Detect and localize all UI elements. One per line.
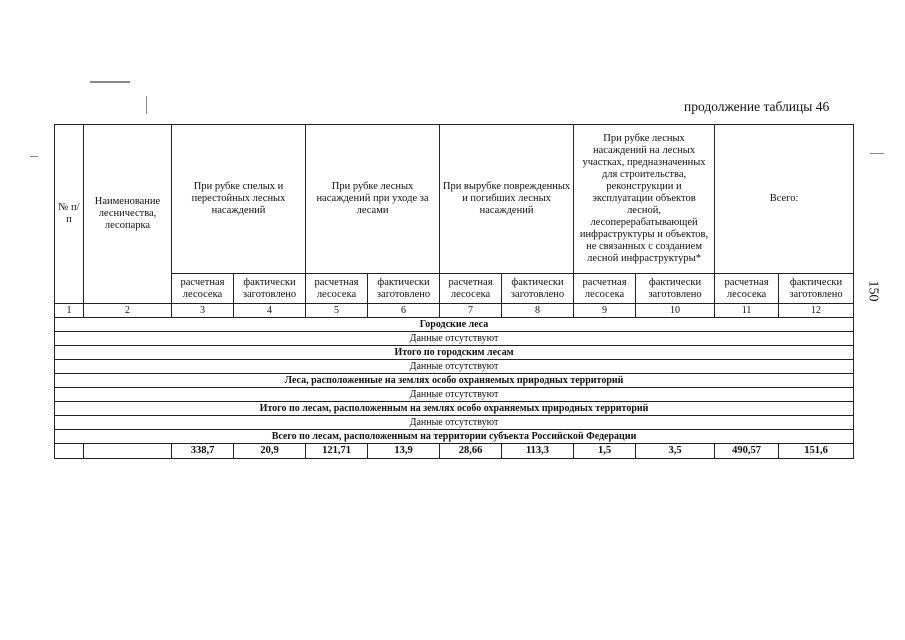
section-row	[55, 416, 854, 430]
total-cell: 113,3	[502, 444, 574, 459]
section-title: Всего по лесам, расположенным на территории субъекта Российской Федерации	[55, 430, 854, 444]
total-cell: 490,57	[715, 444, 779, 459]
subheader-cell: расчетная лесосека	[715, 274, 779, 304]
scan-mark	[30, 156, 38, 157]
subheader-cell: фактически заготовлено	[779, 274, 854, 304]
column-number-row	[55, 304, 854, 318]
section-row	[55, 402, 854, 416]
column-number: 8	[502, 304, 574, 318]
section-title: Итого по городским лесам	[55, 346, 854, 360]
section-row	[55, 346, 854, 360]
column-number: 9	[574, 304, 636, 318]
scan-mark	[90, 81, 130, 83]
section-row	[55, 430, 854, 444]
section-title: Леса, расположенные на землях особо охраняемых природных территорий	[55, 374, 854, 388]
column-number: 11	[715, 304, 779, 318]
table-caption: продолжение таблицы 46	[684, 99, 830, 114]
group-header: При рубке лесных насаждений при уходе за лесами	[306, 125, 440, 274]
total-cell	[84, 444, 172, 459]
section-row	[55, 374, 854, 388]
total-cell: 3,5	[636, 444, 715, 459]
column-number: 5	[306, 304, 368, 318]
section-title: Городские леса	[55, 318, 854, 332]
subheader-cell: фактически заготовлено	[368, 274, 440, 304]
no-data-note: Данные отсутствуют	[55, 388, 854, 402]
column-number: 4	[234, 304, 306, 318]
column-number: 1	[55, 304, 84, 318]
column-number: 6	[368, 304, 440, 318]
subheader-cell: расчетная лесосека	[574, 274, 636, 304]
column-number: 12	[779, 304, 854, 318]
total-cell	[55, 444, 84, 459]
group-header: Всего:	[715, 125, 854, 274]
subheader-cell: фактически заготовлено	[502, 274, 574, 304]
subheader-cell: расчетная лесосека	[172, 274, 234, 304]
group-header: При рубке лесных насаждений на лесных участках, предназначенных для строительства, реконструкции и эксплуатации объектов лесной, лесоперерабатывающей инфраструктуры и объектов, не связанных с созданием лесной инфраструктуры*	[574, 125, 715, 274]
subheader-cell: расчетная лесосека	[440, 274, 502, 304]
col-num-header: № п/п	[55, 125, 84, 304]
page-number: 150	[865, 280, 881, 302]
forest-harvest-table	[54, 124, 854, 459]
total-cell: 151,6	[779, 444, 854, 459]
scan-mark	[146, 96, 147, 114]
total-cell: 121,71	[306, 444, 368, 459]
total-cell: 1,5	[574, 444, 636, 459]
scan-mark	[870, 153, 884, 154]
header-row	[55, 125, 854, 274]
column-number: 10	[636, 304, 715, 318]
section-row	[55, 360, 854, 374]
total-cell: 20,9	[234, 444, 306, 459]
section-row	[55, 388, 854, 402]
column-number: 3	[172, 304, 234, 318]
no-data-note: Данные отсутствуют	[55, 360, 854, 374]
subheader-cell: расчетная лесосека	[306, 274, 368, 304]
column-number: 2	[84, 304, 172, 318]
no-data-note: Данные отсутствуют	[55, 332, 854, 346]
section-title: Итого по лесам, расположенным на землях особо охраняемых природных территорий	[55, 402, 854, 416]
total-cell: 13,9	[368, 444, 440, 459]
section-row	[55, 332, 854, 346]
col-name-header: Наименование лесничества, лесопарка	[84, 125, 172, 304]
subheader-row	[55, 274, 854, 304]
group-header: При вырубке поврежденных и погибших лесных насаждений	[440, 125, 574, 274]
subheader-cell: фактически заготовлено	[636, 274, 715, 304]
total-cell: 28,66	[440, 444, 502, 459]
no-data-note: Данные отсутствуют	[55, 416, 854, 430]
section-row	[55, 318, 854, 332]
group-header: При рубке спелых и перестойных лесных насаждений	[172, 125, 306, 274]
subheader-cell: фактически заготовлено	[234, 274, 306, 304]
total-cell: 338,7	[172, 444, 234, 459]
totals-row	[55, 444, 854, 459]
column-number: 7	[440, 304, 502, 318]
